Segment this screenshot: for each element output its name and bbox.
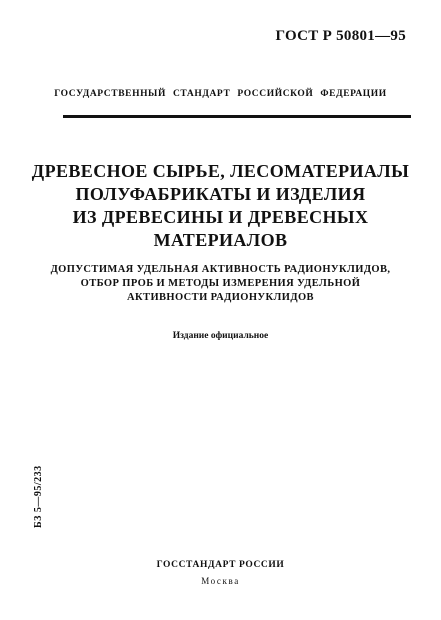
document-title bbox=[0, 160, 441, 252]
standard-number: ГОСТ Р 50801—95 bbox=[275, 28, 406, 44]
publisher-name: ГОССТАНДАРТ РОССИИ bbox=[156, 560, 285, 570]
subtitle-line: АКТИВНОСТИ РАДИОНУКЛИДОВ bbox=[127, 292, 314, 303]
state-standard-heading: ГОСУДАРСТВЕННЫЙ СТАНДАРТ РОССИЙСКОЙ ФЕДЕРАЦИИ bbox=[54, 89, 387, 99]
edition-label: Издание официальное bbox=[172, 331, 269, 341]
title-line: ИЗ ДРЕВЕСИНЫ И ДРЕВЕСНЫХ bbox=[72, 207, 369, 227]
side-code: БЗ 5—95/233 bbox=[33, 465, 44, 528]
publisher-city: Москва bbox=[201, 576, 240, 586]
subtitle-line: ДОПУСТИМАЯ УДЕЛЬНАЯ АКТИВНОСТЬ РАДИОНУКЛИДОВ, bbox=[50, 264, 391, 275]
subtitle-line: ОТБОР ПРОБ И МЕТОДЫ ИЗМЕРЕНИЯ УДЕЛЬНОЙ bbox=[80, 278, 361, 289]
title-line: ДРЕВЕСНОЕ СЫРЬЕ, ЛЕСОМАТЕРИАЛЫ bbox=[31, 161, 410, 181]
title-line: ПОЛУФАБРИКАТЫ И ИЗДЕЛИЯ bbox=[75, 184, 366, 204]
title-line: МАТЕРИАЛОВ bbox=[153, 230, 288, 250]
document-subtitle bbox=[0, 263, 441, 305]
header-rule bbox=[63, 115, 411, 118]
